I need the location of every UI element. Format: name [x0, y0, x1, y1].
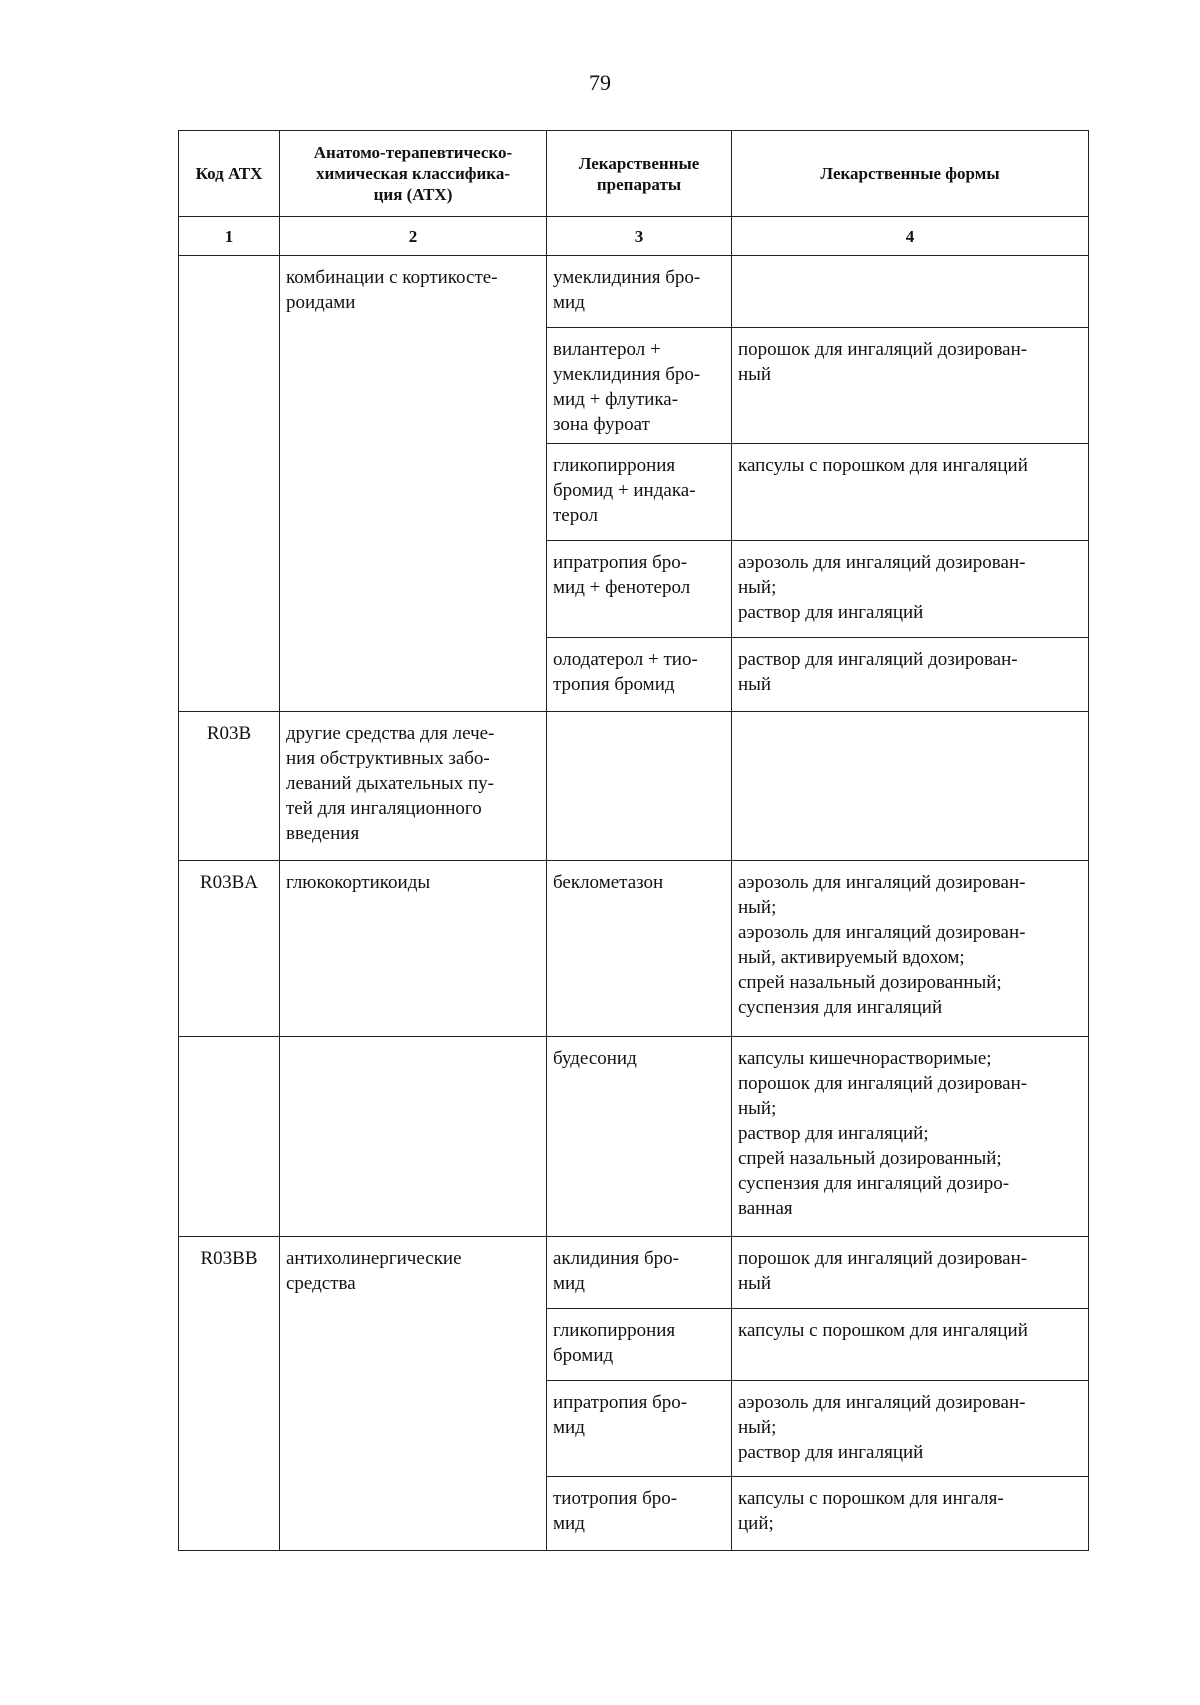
atc-drug-table	[178, 130, 1089, 1551]
header-line: Код АТХ	[195, 164, 263, 183]
header-line: Анатомо-терапевтическо-	[313, 143, 513, 162]
table-row	[179, 1237, 1089, 1309]
dosage-form-cell	[732, 712, 1089, 861]
dosage-form-cell	[732, 861, 1089, 1037]
classification-line: леваний дыхательных пу-	[286, 773, 495, 794]
drug-name-line: мид	[553, 292, 585, 313]
drug-name-cell	[547, 541, 732, 638]
dosage-form-cell	[732, 1381, 1089, 1477]
table-row	[179, 256, 1089, 328]
classification-line: средства	[286, 1273, 356, 1294]
dosage-form-cell	[732, 1237, 1089, 1309]
classification-cell	[280, 256, 547, 712]
drug-name-cell	[547, 712, 732, 861]
dosage-form-line: спрей назальный дозированный;	[738, 972, 1002, 993]
drug-name-cell	[547, 1381, 732, 1477]
dosage-form-line: порошок для ингаляций дозирован-	[738, 1248, 1028, 1269]
header-line: химическая классифика-	[315, 164, 510, 183]
drug-name-cell	[547, 328, 732, 444]
dosage-form-line: ный	[738, 674, 772, 695]
dosage-form-line: ный	[738, 364, 772, 385]
dosage-form-line: порошок для ингаляций дозирован-	[738, 1073, 1028, 1094]
drug-name-cell	[547, 1477, 732, 1551]
header-drugs	[547, 131, 732, 217]
classification-line: тей для ингаляционного	[286, 798, 482, 819]
drug-name-line: мид + флутика-	[553, 389, 679, 410]
dosage-form-line: аэрозоль для ингаляций дозирован-	[738, 872, 1026, 893]
column-number: 3	[547, 217, 732, 256]
dosage-form-line: ций;	[738, 1513, 774, 1534]
drug-name-line: ипратропия бро-	[553, 552, 688, 573]
classification-cell	[280, 712, 547, 861]
table-row	[179, 861, 1089, 1037]
dosage-form-line: капсулы с порошком для ингаля-	[738, 1488, 1004, 1509]
dosage-form-line: ный;	[738, 1417, 777, 1438]
column-number: 2	[280, 217, 547, 256]
drug-name-line: мид	[553, 1417, 585, 1438]
drug-name-line: аклидиния бро-	[553, 1248, 679, 1269]
drug-name-line: мид + фенотерол	[553, 577, 691, 598]
classification-line: комбинации с кортикосте-	[286, 267, 498, 288]
dosage-form-line: аэрозоль для ингаляций дозирован-	[738, 552, 1026, 573]
atc-code-cell	[179, 1037, 280, 1237]
dosage-form-cell	[732, 328, 1089, 444]
dosage-form-cell	[732, 1477, 1089, 1551]
dosage-form-cell	[732, 256, 1089, 328]
drug-name-cell	[547, 1037, 732, 1237]
drug-name-cell	[547, 638, 732, 712]
dosage-form-cell	[732, 1037, 1089, 1237]
table-header-row	[179, 131, 1089, 217]
drug-name-line: олодатерол + тио-	[553, 649, 698, 670]
dosage-form-line: спрей назальный дозированный;	[738, 1148, 1002, 1169]
dosage-form-line: капсулы с порошком для ингаляций	[738, 455, 1028, 476]
drug-name-line: тиотропия бро-	[553, 1488, 678, 1509]
classification-line: роидами	[286, 292, 356, 313]
dosage-form-line: раствор для ингаляций дозирован-	[738, 649, 1018, 670]
page-number: 79	[589, 70, 611, 95]
header-line: Лекарственные	[578, 153, 700, 173]
header-line: Лекарственные формы	[820, 164, 1000, 183]
header-atc-code	[179, 131, 280, 217]
drug-name-line: гликопиррония	[553, 1320, 676, 1341]
dosage-form-cell	[732, 444, 1089, 541]
dosage-form-line: ный;	[738, 577, 777, 598]
drug-name-line: умеклидиния бро-	[553, 364, 701, 385]
dosage-form-line: ванная	[738, 1198, 793, 1219]
dosage-form-line: ный, активируемый вдохом;	[738, 947, 965, 968]
classification-line: ния обструктивных забо-	[286, 748, 490, 769]
classification-cell	[280, 1237, 547, 1551]
header-line: ция (АТХ)	[373, 185, 453, 204]
dosage-form-line: ный;	[738, 1098, 777, 1119]
drug-name-line: будесонид	[553, 1048, 637, 1069]
drug-name-line: вилантерол +	[553, 339, 661, 360]
drug-name-line: ипратропия бро-	[553, 1392, 688, 1413]
drug-name-line: тропия бромид	[553, 674, 675, 695]
drug-name-cell	[547, 444, 732, 541]
dosage-form-line: ный	[738, 1273, 772, 1294]
classification-line: другие средства для лече-	[286, 723, 495, 744]
drug-name-cell	[547, 1237, 732, 1309]
dosage-form-line: раствор для ингаляций	[738, 1442, 924, 1463]
header-line: препараты	[596, 174, 682, 194]
drug-name-cell	[547, 256, 732, 328]
drug-name-line: мид	[553, 1273, 585, 1294]
drug-name-line: бромид	[553, 1345, 614, 1366]
dosage-form-line: раствор для ингаляций	[738, 602, 924, 623]
drug-name-line: зона фуроат	[553, 414, 650, 435]
dosage-form-line: капсулы с порошком для ингаляций	[738, 1320, 1028, 1341]
dosage-form-cell	[732, 638, 1089, 712]
atc-code-cell	[179, 256, 280, 712]
dosage-form-cell	[732, 1309, 1089, 1381]
classification-cell	[280, 861, 547, 1037]
dosage-form-line: порошок для ингаляций дозирован-	[738, 339, 1028, 360]
header-atc-classification	[280, 131, 547, 217]
drug-name-line: беклометазон	[553, 872, 664, 893]
table-row	[179, 1037, 1089, 1237]
header-dosage-forms	[732, 131, 1089, 217]
drug-name-line: гликопиррония	[553, 455, 676, 476]
drug-name-cell	[547, 1309, 732, 1381]
drug-name-cell	[547, 861, 732, 1037]
dosage-form-line: суспензия для ингаляций дозиро-	[738, 1173, 1010, 1194]
column-number: 4	[732, 217, 1089, 256]
table-row	[179, 712, 1089, 861]
column-number: 1	[179, 217, 280, 256]
classification-line: антихолинергические	[286, 1248, 462, 1269]
dosage-form-line: капсулы кишечнорастворимые;	[738, 1048, 992, 1069]
drug-name-line: мид	[553, 1513, 585, 1534]
column-number-row	[179, 217, 1089, 256]
dosage-form-line: суспензия для ингаляций	[738, 997, 943, 1018]
classification-cell	[280, 1037, 547, 1237]
drug-name-line: терол	[553, 505, 598, 526]
dosage-form-line: ный;	[738, 897, 777, 918]
dosage-form-cell	[732, 541, 1089, 638]
drug-name-line: умеклидиния бро-	[553, 267, 701, 288]
dosage-form-line: аэрозоль для ингаляций дозирован-	[738, 1392, 1026, 1413]
atc-code-cell: R03B	[179, 712, 280, 861]
dosage-form-line: раствор для ингаляций;	[738, 1123, 929, 1144]
dosage-form-line: аэрозоль для ингаляций дозирован-	[738, 922, 1026, 943]
atc-code-cell: R03BB	[179, 1237, 280, 1551]
drug-name-line: бромид + индака-	[553, 480, 696, 501]
classification-line: глюкокортикоиды	[286, 872, 431, 893]
atc-code-cell: R03BA	[179, 861, 280, 1037]
classification-line: введения	[286, 823, 360, 844]
